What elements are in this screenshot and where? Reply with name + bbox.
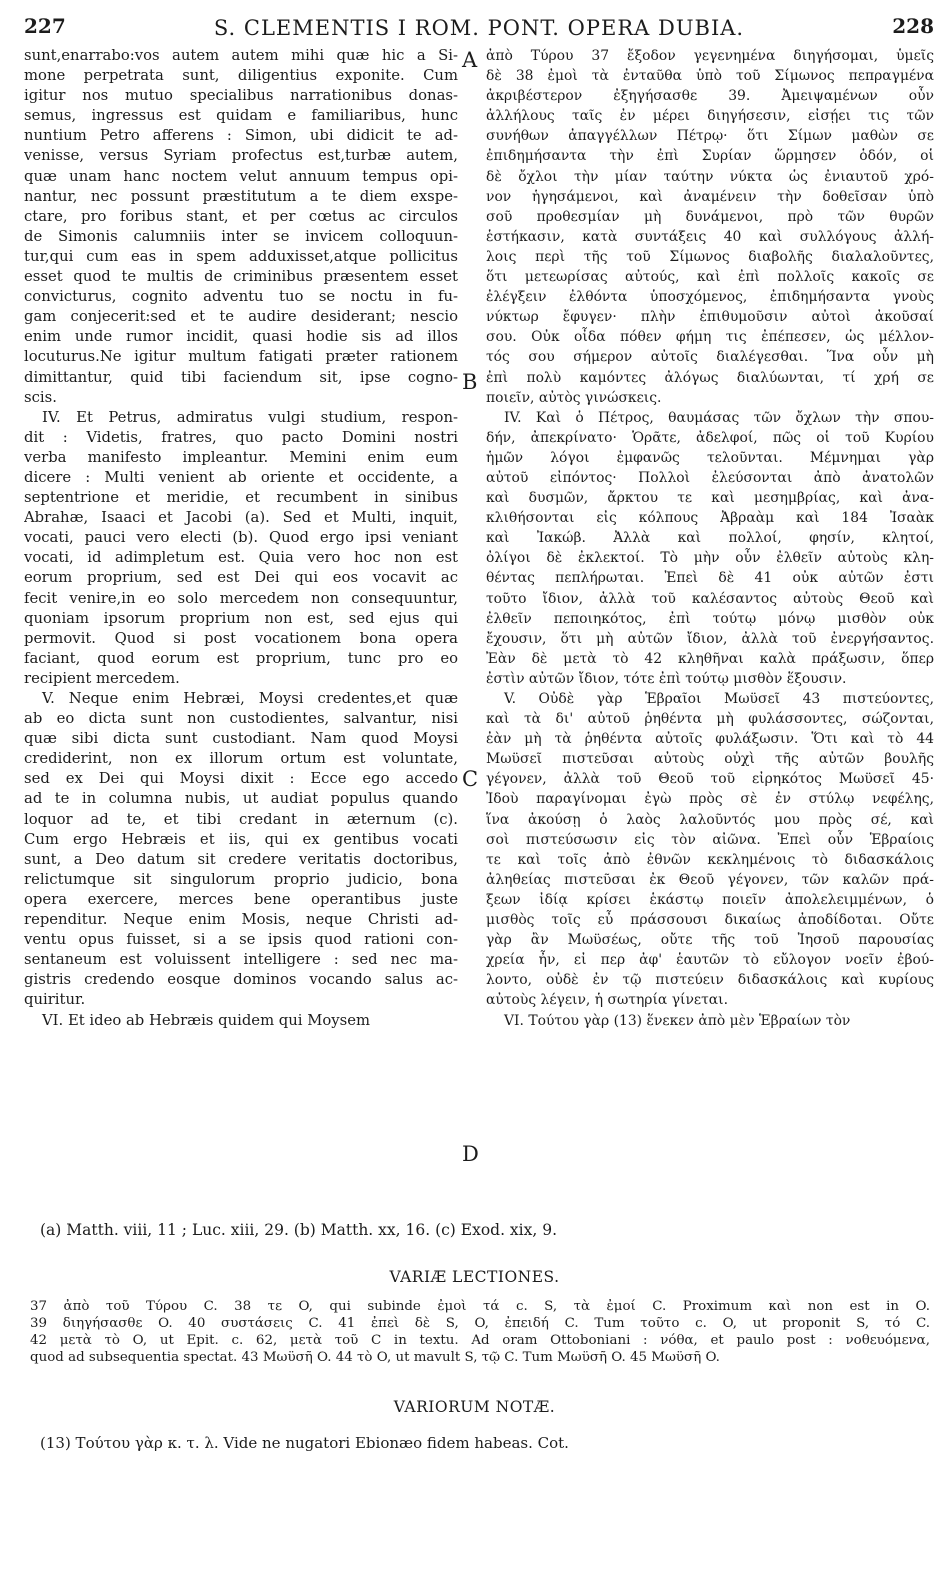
text-line: Ἐὰν δὲ μετὰ τὸ 42 κληθῆναι καλὰ πράξωσιν, ὅπερ xyxy=(486,650,934,667)
text-line: λοις περὶ τῆς τοῦ Σίμωνος διαβολῆς διαλαλοῦντες, xyxy=(486,248,934,265)
text-line: λοντο, οὐδὲ ἐν τῷ πιστεύειν διδασκάλοις καὶ κυρίους xyxy=(486,972,934,989)
text-line: faciant, quod eorum est proprium, tunc pro eo xyxy=(24,649,458,667)
text-line: ὅτι μετεωρίσας αὐτούς, καὶ ἐπὶ πολλοῖς κακοῖς σε xyxy=(486,269,934,286)
text-line: σοὶ πιστεύσωσιν εἰς τὸν αἰῶνα. Ἐπεὶ οὖν Ἑβραίοις xyxy=(486,831,934,848)
greek-column xyxy=(486,46,934,1031)
text-line: ἀληθείας πιστεῦσαι ἐκ Θεοῦ γέγονεν, τῶν καλῶν πρά- xyxy=(486,871,934,888)
text-line: συνήθων ἀπαγγέλλων Πέτρῳ· ὅτι Σίμων μαθὼν σε xyxy=(486,128,934,145)
text-line: vocati, pauci vero electi (b). Quod ergo ipsi veniant xyxy=(24,529,458,547)
text-line: ἀκριβέστερον ἐξηγήσασθε 39. Ἀμειψαμένων οὖν xyxy=(486,88,934,105)
margin-letter-b: B xyxy=(462,370,478,394)
text-line: ἐστὶν αὐτῶν ἴδιον, τότε ἐπὶ τούτῳ μισθὸν ἕξουσιν. xyxy=(486,670,847,687)
margin-letters xyxy=(456,46,486,1226)
text-line: τοῦτο ἴδιον, ἀλλὰ τοῦ καλέσαντος αὐτοὺς Θεοῦ καὶ xyxy=(486,590,934,607)
text-line: ad te in columna nubis, ut audiat populus quando xyxy=(24,790,458,808)
text-line: opera exercere, merces bene operantibus juste xyxy=(24,890,458,908)
text-line: Ἰδοὺ παραγίνομαι ἐγὼ πρὸς σὲ ἐν στύλῳ νεφέλης, xyxy=(486,791,934,808)
margin-letter-c: C xyxy=(462,767,479,791)
text-line: ποιεῖν, αὐτὸς γινώσκεις. xyxy=(486,389,662,406)
text-line: VI. Et ideo ab Hebræis quidem qui Moysem xyxy=(42,1011,371,1029)
text-line: de Simonis calumniis inter se invicem colloquun- xyxy=(24,227,458,245)
text-line: gistris credendo eosque dominos vocando salus ac- xyxy=(24,971,458,989)
text-line: Μωϋσεῖ πιστεῦσαι αὐτοὺς οὐχὶ τῆς αὐτῶν βουλῆς xyxy=(486,751,934,768)
text-line: recipient mercedem. xyxy=(24,669,180,687)
text-line: μισθὸς τοῖς εὖ πράσσουσι δικαίως ἀποδίδοται. Οὔτε xyxy=(486,912,934,929)
text-line: γέγονεν, ἀλλὰ τοῦ Θεοῦ τοῦ εἰρηκότος Μωϋσεῖ 45· xyxy=(486,771,934,788)
text-line: tur,qui cum eas in spem adduxisset,atque pollicitus xyxy=(24,247,458,265)
text-line: dimittantur, quid tibi faciendum sit, ipse cogno- xyxy=(24,368,458,386)
text-line: sunt, a Deo datum sit credere veritatis doctoribus, xyxy=(24,850,458,868)
text-line: esset quod te multis de criminibus præsentem esset xyxy=(24,268,458,286)
text-line: V. Οὐδὲ γὰρ Ἑβραῖοι Μωϋσεῖ 43 πιστεύοντες, xyxy=(504,691,934,707)
text-line: τε καὶ τοῖς ἀπὸ ἐθνῶν κεκλημένοις τὸ διδασκάλοις xyxy=(486,851,934,868)
text-line: IV. Et Petrus, admiratus vulgi studium, respon- xyxy=(42,408,458,426)
text-line: καὶ Ἰακώβ. Ἀλλὰ καὶ πολλοί, φησίν, κλητοί, xyxy=(486,530,934,547)
text-line: κλιθήσονται εἰς κόλπους Ἀβραὰμ καὶ 184 Ἰσαὰκ xyxy=(486,510,934,527)
text-line: rependitur. Neque enim Mosis, neque Christi ad- xyxy=(24,911,458,929)
text-line: igitur nos mutuo specialibus narrationibus donas- xyxy=(24,87,458,105)
text-line: δήν, ἀπεκρίνατο· Ὁρᾶτε, ἀδελφοί, πῶς οἱ τοῦ Κυρίου xyxy=(486,429,934,446)
page-header xyxy=(24,14,934,46)
text-line: σου. Οὐκ οἶδα πόθεν φήμη τις ἐπέπεσεν, ὡς μέλλον- xyxy=(486,329,934,346)
text-line: quæ unam hanc noctem velut annuum tempus opi- xyxy=(24,167,458,185)
text-line: IV. Καὶ ὁ Πέτρος, θαυμάσας τῶν ὄχλων τὴν σπου- xyxy=(504,409,934,426)
text-line: δὲ ὄχλοι τὴν μίαν ταύτην νύκτα ὡς ἐνιαυτοῦ χρό- xyxy=(486,168,934,185)
text-line: ἑστήκασιν, κατὰ συντάξεις 40 καὶ συλλόγους ἀλλή- xyxy=(486,228,934,245)
text-line: gam conjecerit:sed et te audire desiderant; nescio xyxy=(24,308,458,326)
variorum-note: (13) Τούτου γὰρ κ. τ. λ. Vide ne nugatori Ebionæo fidem habeas. Cot. xyxy=(40,1434,569,1452)
text-line: νύκτωρ ἔφυγεν· πλὴν ἐπιθυμοῦσιν αὐτοὶ ἀκοῦσαί xyxy=(486,309,934,326)
text-line: ἔχουσιν, ὅτι μὴ αὐτῶν ἴδιον, ἀλλὰ τοῦ ἐνεργήσαντος. xyxy=(486,630,934,647)
text-line: eorum proprium, sed est Dei qui eos vocavit ac xyxy=(24,569,458,587)
variae-lectiones xyxy=(30,1298,930,1366)
text-line: quoniam ipsorum proprium non est, sed ejus qui xyxy=(24,609,458,627)
text-line: Cum ergo Hebræis et iis, qui ex gentibus vocati xyxy=(24,830,458,848)
variae-lectiones-title: VARIÆ LECTIONES. xyxy=(389,1268,560,1286)
text-line: καὶ τὰ δι' αὐτοῦ ῥηθέντα μὴ φυλάσσοντες, σώζονται, xyxy=(486,711,934,728)
margin-letter-a: A xyxy=(462,48,478,72)
text-line: καὶ δυσμῶν, ἄρκτου τε καὶ μεσημβρίας, καὶ ἀνα- xyxy=(486,490,934,507)
text-line: ab eo dicta sunt non custodientes, salvantur, nisi xyxy=(24,710,458,728)
text-line: relictumque sit singulorum proprio judicio, bona xyxy=(24,870,458,888)
text-line: ἐπὶ πολὺ καμόντες ἀλόγως διαλύωνται, τί χρή σε xyxy=(486,369,934,386)
text-line: Abrahæ, Isaaci et Jacobi (a). Sed et Multi, inquit, xyxy=(24,509,458,527)
text-line: locuturus.Ne igitur multum fatigati præter rationem xyxy=(24,348,458,366)
text-line: scis. xyxy=(24,388,57,406)
text-line: nantur, nec possunt præstitutum a te diem exspe- xyxy=(24,187,458,205)
text-line: fecit venire,in eo solo mercedem non consequuntur, xyxy=(24,589,458,607)
text-line: septentrione et meridie, et recumbent in sinibus xyxy=(24,489,458,507)
text-line: quod ad subsequentia spectat. 43 Μωϋσῆ O. 44 τὸ O, ut mavult S, τῷ C. Tum Μωϋσῆ O. 45 Μωϋσῆ O. xyxy=(30,1350,720,1365)
text-line: crediderint, non ex illorum ortum est voluntate, xyxy=(24,750,458,768)
text-line: venisse, versus Syriam profectus est,turbæ autem, xyxy=(24,147,458,165)
page-number-left: 227 xyxy=(24,14,66,38)
variorum-notae-title: VARIORUM NOTÆ. xyxy=(393,1398,556,1416)
text-line: semus, ingressus est quidam e familiaribus, hunc xyxy=(24,107,458,125)
text-line: ctare, pro foribus stant, et per cœtus ac circulos xyxy=(24,207,458,225)
text-line: 39 διηγήσασθε O. 40 συστάσεις C. 41 ἐπεὶ δὲ S, O, ἐπειδή C. Tum τοῦτο c. O, ut proponit S, τό C. xyxy=(30,1316,930,1331)
text-line: 42 μετὰ τὸ O, ut Epit. c. 62, μετὰ τοῦ C in textu. Ad oram Ottoboniani : νόθα, et paulo post : νοθευόμενα, xyxy=(30,1333,930,1348)
text-line: ἀπὸ Τύρου 37 ἔξοδον γεγενημένα διηγήσομαι, ὑμεῖς xyxy=(486,48,934,64)
text-line: ἐὰν μὴ τὰ ῥηθέντα αὐτοῖς φυλάξωσιν. Ὅτι καὶ τὸ 44 xyxy=(486,731,934,748)
text-line: nuntium Petro afferens : Simon, ubi didicit te ad- xyxy=(24,127,458,145)
text-line: γὰρ ἂν Μωϋσέως, οὔτε τῆς τοῦ Ἰησοῦ παρουσίας xyxy=(486,932,934,949)
margin-letter-d: D xyxy=(462,1142,479,1166)
text-line: V. Neque enim Hebræi, Moysi credentes,et quæ xyxy=(42,690,458,707)
text-line: sunt,enarrabo:vos autem autem mihi quæ hic a Si- xyxy=(24,47,458,64)
text-line: ἀλλήλους ταῖς ἐν μέρει διηγήσεσιν, εἰσῄει τις τῶν xyxy=(486,108,934,125)
text-line: verba manifesto impleantur. Memini enim eum xyxy=(24,448,458,466)
text-line: loquor ad te, et tibi credant in æternum (c). xyxy=(24,810,458,828)
text-line: VI. Τούτου γὰρ (13) ἕνεκεν ἀπὸ μὲν Ἑβραίων τὸν xyxy=(504,1012,851,1029)
text-line: σοῦ προθεσμίαν μὴ δυνάμενοι, πρὸ τῶν θυρῶν xyxy=(486,208,934,225)
running-title: S. CLEMENTIS I ROM. PONT. OPERA DUBIA. xyxy=(213,16,745,40)
text-line: νον ἡγησάμενοι, καὶ ἀναμένειν τὴν δοθεῖσαν ὑπὸ xyxy=(486,188,934,205)
text-line: θέντας πεπλήρωται. Ἐπεὶ δὲ 41 οὐκ αὐτῶν ἐστι xyxy=(486,570,934,587)
text-line: permovit. Quod si post vocationem bona opera xyxy=(24,629,458,647)
text-line: convicturus, cognito adventu tuo se noctu in fu- xyxy=(24,288,458,306)
text-line: mone perpetrata sunt, diligentius exponite. Cum xyxy=(24,67,458,85)
text-line: sentaneum est voluissent intelligere : sed nec ma- xyxy=(24,951,458,969)
text-line: quiritur. xyxy=(24,991,86,1009)
text-line: ventu opus fuisset, si a se ipsis quod rationi con- xyxy=(24,931,458,949)
text-line: dit : Videtis, fratres, quo pacto Domini nostri xyxy=(24,428,458,446)
text-line: ὀλίγοι δὲ ἐκλεκτοί. Τὸ μὴν οὖν ἐλθεῖν αὐτοὺς κλη- xyxy=(486,550,934,567)
latin-column xyxy=(24,46,458,1031)
text-line: 37 ἀπὸ τοῦ Τύρου C. 38 τε O, qui subinde ἐμοὶ τά c. S, τὰ ἐμοί C. Proximum καὶ non est in O. xyxy=(30,1299,930,1314)
text-line: χρεία ἦν, εἰ περ ἀφ' ἑαυτῶν τὸ εὔλογον νοεῖν ἐβού- xyxy=(486,952,934,969)
text-line: dicere : Multi venient ab oriente et occidente, a xyxy=(24,468,458,486)
text-line: sed ex Dei qui Moysi dixit : Ecce ego accedo xyxy=(24,770,458,788)
page-number-right: 228 xyxy=(892,14,934,38)
text-line: enim unde rumor incidit, quasi hodie sis ad illos xyxy=(24,328,458,346)
text-line: ἐλθεῖν πεποιηκότος, ἐπὶ τούτῳ μόνῳ μισθὸν οὐκ xyxy=(486,610,934,627)
text-line: ἐλέγξειν ἐλθόντα ὑποσχόμενος, ἐπιδημήσαντα γνοὺς xyxy=(486,289,934,306)
footnote-references: (a) Matth. viii, 11 ; Luc. xiii, 29. (b) Matth. xx, 16. (c) Exod. xix, 9. xyxy=(40,1221,558,1239)
text-line: δὲ 38 ἐμοὶ τὰ ἐνταῦθα ὑπὸ τοῦ Σίμωνος πεπραγμένα xyxy=(486,68,934,85)
text-line: ἡμῶν λόγοι ἐμφανῶς τελοῦνται. Μέμνημαι γὰρ xyxy=(486,449,934,466)
text-line: αὐτοὺς λέγειν, ἡ σωτηρία γίνεται. xyxy=(486,992,729,1009)
text-line: αὐτοῦ εἰπόντος· Πολλοὶ ἐλεύσονται ἀπὸ ἀνατολῶν xyxy=(486,469,934,486)
text-line: τός σου σήμερον αὐτοῖς διαλέγεσθαι. Ἵνα οὖν μὴ xyxy=(486,349,934,366)
text-line: ἵνα ἀκούσῃ ὁ λαὸς λαλοῦντός μου πρὸς σέ, καὶ xyxy=(486,811,934,828)
text-line: ἐπιδημήσαντα τὴν ἐπὶ Συρίαν ὥρμησεν ὁδόν, οἱ xyxy=(486,148,934,165)
text-line: vocati, id adimpletum est. Quia vero hoc non est xyxy=(24,549,458,567)
text-line: ξεων ἰδίᾳ κρίσει ἑκάστῳ ποιεῖν ἀπολελειμμένων, ὁ xyxy=(486,891,934,908)
text-line: quæ sibi dicta sunt custodiant. Nam quod Moysi xyxy=(24,730,458,748)
